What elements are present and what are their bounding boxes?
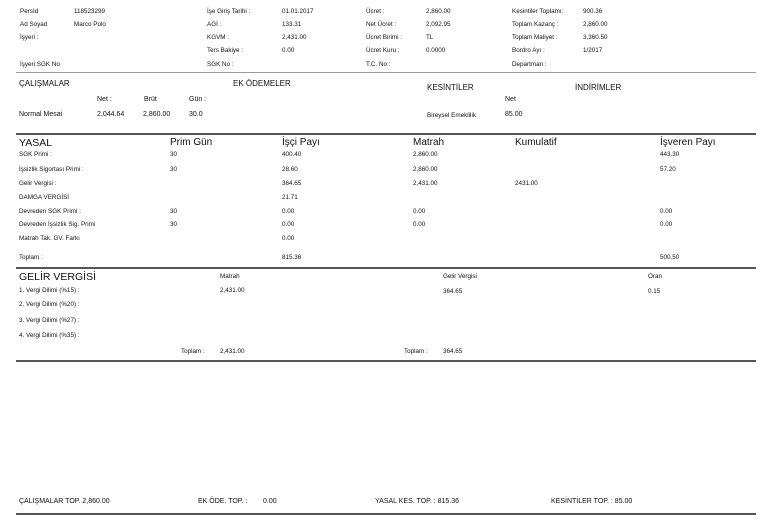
header-divider: [16, 72, 756, 73]
gv-col-matrah: Matrah: [220, 273, 240, 280]
calismalar-divider: [16, 133, 756, 135]
gv-row-vergi: 364.65: [443, 288, 463, 295]
yasal-row-matrah: 2,860.00: [413, 166, 438, 173]
yasal-row-isci: 28.60: [282, 166, 298, 173]
gelir-vergisi-title: GELİR VERGİSİ: [19, 271, 97, 283]
yasal-kes-top: YASAL KES. TOP. : 815.36: [375, 498, 460, 505]
gv-col-oran: Oran: [648, 273, 662, 280]
col-brut: Brüt: [144, 96, 157, 103]
ek-ode-top-label: EK ÖDE. TOP. :: [198, 498, 248, 505]
ucret-label: Ücret :: [366, 8, 385, 15]
gv-col-gelir-vergisi: Gelir Vergisi: [443, 273, 477, 280]
yasal-row-label: SGK Primi :: [19, 151, 52, 158]
ise-giris-label: İşe Giriş Tarihi :: [207, 8, 251, 15]
indirimler-title: İNDİRİMLER: [575, 83, 622, 92]
yasal-row-isci: 21.71: [282, 194, 298, 201]
yasal-row-prim: 30: [170, 221, 178, 228]
tc-no-label: T.C. No :: [366, 61, 391, 68]
yasal-row-prim: 30: [170, 208, 178, 215]
toplam-maliyet-label: Toplam Maliyet :: [512, 34, 558, 41]
yasal-toplam-isci: 815.36: [282, 254, 302, 261]
yasal-row-isci: 364.65: [282, 180, 302, 187]
net-ucret-label: Net Ücret :: [366, 21, 397, 28]
yasal-row-label: DAMGA VERGİSİ: [19, 194, 70, 201]
gelir-vergisi-divider: [16, 360, 756, 362]
persid-label: PersId: [20, 8, 39, 15]
yasal-row-isveren: 443.30: [660, 151, 680, 158]
bireysel-emeklilik-label: Bireysel Emeklilik: [427, 112, 476, 119]
yasal-toplam-label: Toplam :: [19, 254, 43, 261]
ucret-birimi-label: Ücret Birimi :: [366, 34, 403, 41]
ucret-birimi-value: TL: [426, 34, 434, 41]
yasal-row-isci: 400.40: [282, 151, 302, 158]
ucret-kuru-label: Ücret Kuru :: [366, 47, 400, 54]
yasal-row-label: Gelir Vergisi :: [19, 180, 57, 187]
ters-bakiye-value: 0.00: [282, 47, 295, 54]
kgvm-value: 2,431.00: [282, 34, 307, 41]
gv-row-oran: 0.15: [648, 288, 661, 295]
col-kumulatif: Kumulatif: [515, 137, 557, 148]
bordro-ayi-value: 1/2017: [583, 47, 603, 54]
persid-value: 118523299: [74, 8, 106, 15]
calismalar-title: ÇALIŞMALAR: [19, 79, 70, 88]
toplam-kazanc-label: Toplam Kazanç :: [512, 21, 559, 28]
adsoyad-value: Marco Polo: [74, 21, 106, 28]
gv-toplam-matrah: 2,431.00: [220, 348, 245, 355]
yasal-row-isveren: 0.00: [660, 208, 673, 215]
gv-row-matrah: 2,431.00: [220, 287, 245, 294]
ucret-value: 2,860.00: [426, 8, 451, 15]
yasal-row-matrah: 0.00: [413, 208, 426, 215]
yasal-row-kumulatif: 2431.00: [515, 180, 538, 187]
yasal-divider: [16, 267, 756, 269]
calismalar-top: ÇALIŞMALAR TOP. 2,860.00: [19, 498, 110, 505]
kesintiler-toplami-value: 900.36: [583, 8, 603, 15]
kesintiler-top: KESİNTİLER TOP. : 85.00: [551, 498, 633, 505]
ek-odemeler-title: EK ÖDEMELER: [233, 79, 291, 88]
yasal-row-matrah: 2,431.00: [413, 180, 438, 187]
kgvm-label: KGVM :: [207, 34, 230, 41]
ucret-kuru-value: 0.0000: [426, 47, 446, 54]
toplam-maliyet-value: 3,360.50: [583, 34, 608, 41]
toplam-kazanc-value: 2,860.00: [583, 21, 608, 28]
adsoyad-label: Ad Soyad: [20, 21, 48, 28]
yasal-row-isci: 0.00: [282, 208, 295, 215]
yasal-row-matrah: 2,860.00: [413, 151, 438, 158]
kesinti-col-net: Net: [505, 96, 516, 103]
sgk-no-label: SGK No :: [207, 61, 234, 68]
yasal-row-label: İşsizlik Sigortası Primi :: [19, 166, 84, 173]
ek-ode-top-value: 0.00: [263, 498, 277, 505]
yasal-row-isveren: 0.00: [660, 221, 673, 228]
gv-row-label: 1. Vergi Dilimi (%15) :: [19, 287, 80, 294]
col-gun: Gün :: [189, 96, 207, 103]
ise-giris-value: 01.01.2017: [282, 8, 314, 15]
agi-label: AGİ :: [207, 21, 222, 28]
yasal-toplam-isveren: 500.50: [660, 254, 680, 261]
col-matrah: Matrah: [413, 137, 445, 148]
normal-mesai-gun: 30.0: [189, 111, 203, 118]
kesintiler-title: KESİNTİLER: [427, 83, 474, 92]
ters-bakiye-label: Ters Bakiye :: [207, 47, 244, 54]
yasal-title: YASAL: [19, 137, 53, 149]
normal-mesai-brut: 2,860.00: [143, 111, 171, 118]
yasal-row-isci: 0.00: [282, 235, 295, 242]
col-prim-gun: Prim Gün: [170, 137, 213, 148]
yasal-row-label: Devreden İşsizlik Sig. Primi: [19, 221, 96, 228]
gv-row-label: 3. Vergi Dilimi (%27) :: [19, 317, 80, 324]
normal-mesai-net: 2,044.64: [97, 111, 125, 118]
yasal-row-label: Matrah Tak. GV. Farkı: [19, 235, 80, 242]
gv-row-label: 4. Vergi Dilimi (%35) :: [19, 332, 80, 339]
col-isci-payi: İşçi Payı: [282, 137, 320, 148]
yasal-row-matrah: 0.00: [413, 221, 426, 228]
departman-label: Departman :: [512, 61, 547, 68]
isyeri-sgk-label: İşyeri SGK No: [20, 61, 60, 68]
yasal-row-label: Devreden SGK Primi :: [19, 208, 81, 215]
net-ucret-value: 2,092.95: [426, 21, 451, 28]
kesintiler-toplami-label: Kesintiler Toplamı:: [512, 8, 564, 15]
yasal-row-prim: 30: [170, 151, 178, 158]
col-net: Net :: [97, 96, 112, 103]
gv-row-label: 2. Vergi Dilimi (%20) :: [19, 301, 80, 308]
yasal-row-prim: 30: [170, 166, 178, 173]
gv-toplam2-label: Toplam :: [404, 348, 428, 355]
bireysel-emeklilik-value: 85.00: [505, 111, 523, 118]
agi-value: 133.31: [282, 21, 302, 28]
normal-mesai-label: Normal Mesai: [19, 111, 63, 118]
gv-toplam-label: Toplam :: [181, 348, 205, 355]
yasal-row-isci: 0.00: [282, 221, 295, 228]
isyeri-label: İşyeri :: [20, 34, 39, 41]
footer-divider: [16, 513, 756, 515]
col-isveren-payi: İşveren Payı: [660, 137, 716, 148]
yasal-row-isveren: 57.20: [660, 166, 676, 173]
bordro-ayi-label: Bordro Ayı :: [512, 47, 545, 54]
gv-toplam-vergi: 364.65: [443, 348, 463, 355]
